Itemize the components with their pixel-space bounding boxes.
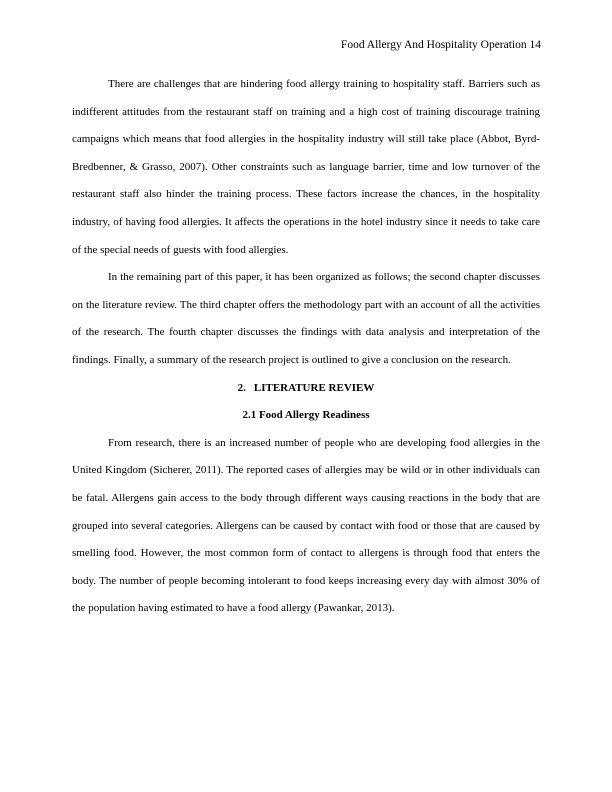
paragraph-paper-organization: In the remaining part of this paper, it has been organized as follows; the second chapter discusses on the literature review. The third chapter offers the methodology part with an account of all the activities of the research. The fourth chapter discusses the findings with data analysis and interpretation of the findings. Finally, a summary of the research project is outlined to give a conclusion on the research.: [72, 271, 540, 366]
paragraph-training-barriers: There are challenges that are hindering food allergy training to hospitality staff. Barriers such as indifferent attitudes from the restaurant staff on training and a high cost of training discourage training campaigns which means that food allergies in the hospitality industry will still take place (Abbot, Byrd-Bredbenner, & Grasso, 2007). Other constraints such as language barrier, time and low turnover of the restaurant staff also hinder the training process. These factors increase the chances, in the hospitality industry, of having food allergies. It affects the operations in the hotel industry since it needs to take care of the special needs of guests with food allergies.: [72, 78, 540, 256]
section-title: LITERATURE REVIEW: [253, 381, 375, 394]
subsection-heading: 2.1 Food Allergy Readiness: [242, 409, 370, 422]
section-heading: [72, 375, 540, 403]
running-head: Food Allergy And Hospitality Operation 14: [340, 39, 541, 51]
document-body: [72, 71, 540, 623]
paragraph-allergy-readiness: From research, there is an increased number of people who are developing food allergies in the United Kingdom (Sicherer, 2011). The reported cases of allergies may be wild or in other individuals can be fatal. Allergens gain access to the body through different ways causing reactions in the body that are grouped into several categories. Allergens can be caused by contact with food or those that are caused by smelling food. However, the most common form of contact to allergens is through food that enters the body. The number of people becoming intolerant to food keeps increasing every day with almost 30% of the population having estimated to have a food allergy (Pawankar, 2013).: [72, 436, 540, 615]
section-number: 2.: [237, 381, 246, 394]
